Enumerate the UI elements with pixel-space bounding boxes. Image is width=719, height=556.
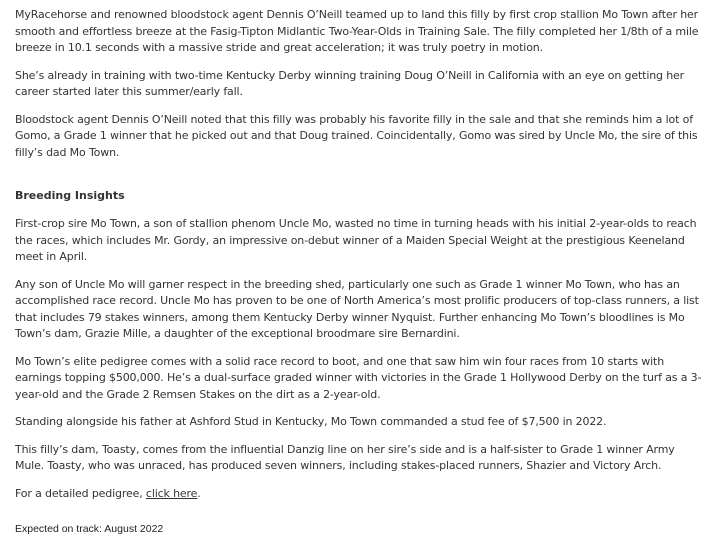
stud-fee-paragraph: Standing alongside his father at Ashford Stud in Kentucky, Mo Town commanded a stud fee of $7,500 in 2022. [15, 415, 607, 428]
training-paragraph: She’s already in training with two-time Kentucky Derby winning training Doug O’Neill in California with an eye on getting her career started later this summer/early fall. [15, 68, 685, 98]
uncle-mo-paragraph: Any son of Uncle Mo will garner respect in the breeding shed, particularly one such as Grade 1 winner Mo Town, who has an accomplished race record. Uncle Mo has proven to be one of North America’s most prolific producers of top-class runners, a list that includes 79 stakes winners, among them Kentucky Derby winner Nyquist. Further enhancing Mo Town’s bloodlines is Mo Town’s dam, Grazie Mille, a daughter of the exceptional broodmare sire Bernardini. [15, 277, 699, 340]
pedigree-link[interactable]: click here [145, 486, 198, 500]
agent-paragraph: Bloodstock agent Dennis O’Neill noted that this filly was probably his favorite filly in the sale and that she reminds him a lot of Gomo, a Grade 1 winner that he picked out and that Doug trained. Coincidentally, Gomo was sired by Uncle Mo, the sire of this filly’s dad Mo Town. [15, 112, 698, 159]
article-body [15, 7, 705, 513]
pedigree-paragraph [15, 486, 705, 503]
pedigree-prefix: For a detailed pedigree, [15, 486, 146, 500]
race-record-paragraph: Mo Town’s elite pedigree comes with a solid race record to boot, and one that saw him win four races from 10 starts with earnings topping $500,000. He’s a dual-surface graded winner with victories in the Grade 1 Hollywood Derby on the turf as a 3-year-old and the Grade 2 Remsen Stakes on the dirt as a 2-year-old. [15, 354, 702, 401]
breeding-insights-heading: Breeding Insights [15, 189, 125, 202]
expected-on-track: Expected on track: August 2022 [15, 523, 164, 535]
pedigree-suffix: . [197, 486, 201, 500]
intro-paragraph: MyRacehorse and renowned bloodstock agent Dennis O’Neill teamed up to land this filly by first crop stallion Mo Town after her smooth and effortless breeze at the Fasig-Tipton Midlantic Two-Year-Olds in Training Sale. The filly completed her 1/8th of a mile breeze in 10.1 seconds with a massive stride and great acceleration; it was truly poetry in motion. [15, 8, 699, 54]
sire-paragraph: First-crop sire Mo Town, a son of stallion phenom Uncle Mo, wasted no time in turning heads with his initial 2-year-olds to reach the races, which includes Mr. Gordy, an impressive on-debut winner of a Maiden Special Weight at the prestigious Keeneland meet in April. [15, 217, 697, 263]
dam-paragraph: This filly’s dam, Toasty, comes from the influential Danzig line on her sire’s side and is a half-sister to Grade 1 winner Army Mule. Toasty, who was unraced, has produced seven winners, including stakes-placed runners, Shazier and Victory Arch. [15, 442, 675, 472]
